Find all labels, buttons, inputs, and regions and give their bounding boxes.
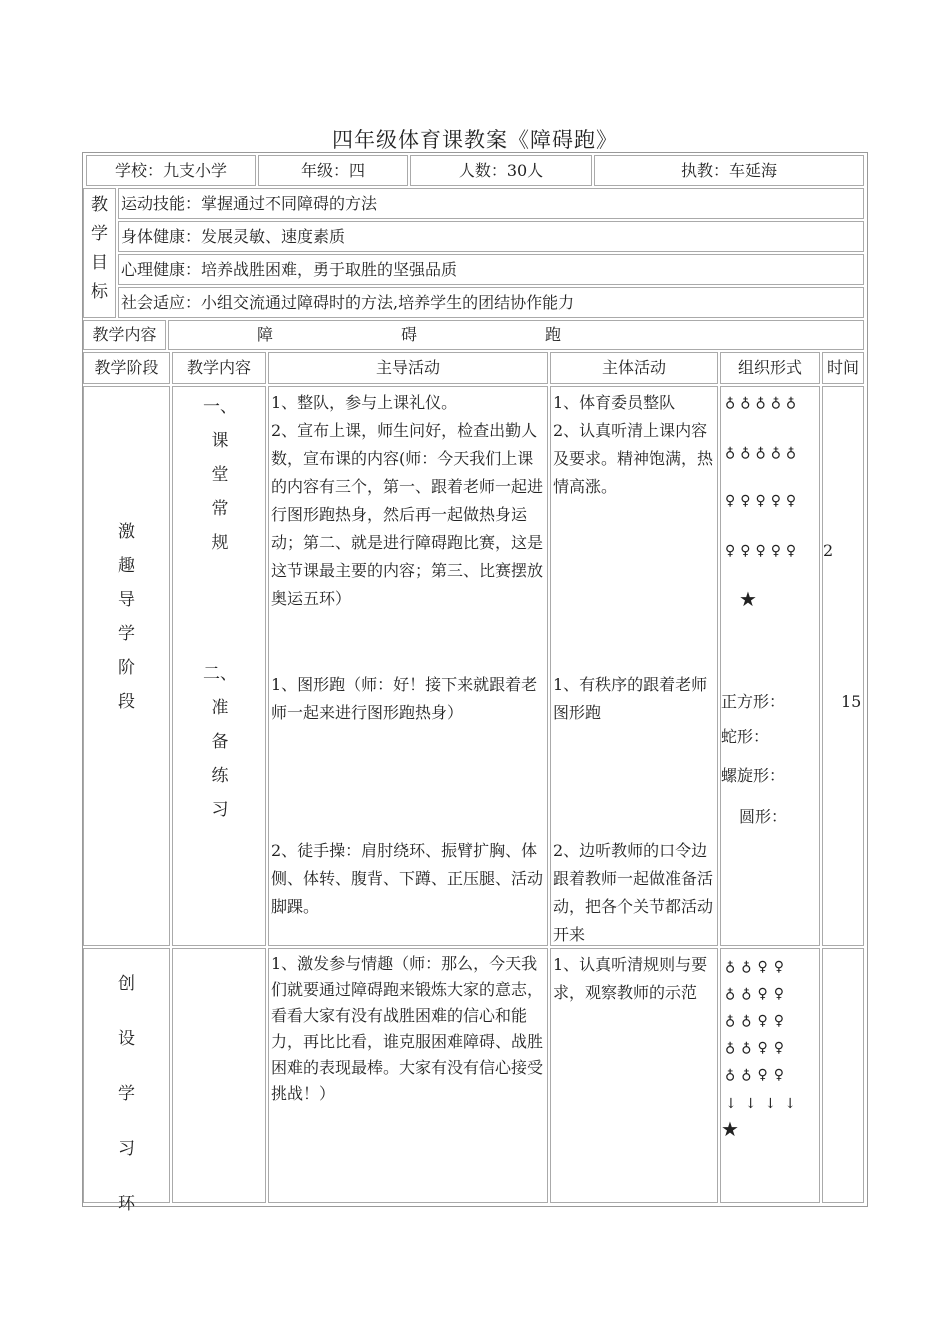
shape-square: 正方形： [721, 692, 786, 711]
shape-circle: 圆形： [739, 807, 788, 826]
main-activity-routine: 1、整队，参与上课礼仪。 2、宣布上课，师生问好，检查出勤人数，宣布课的内容(师：今天我们上课的内容有三个，第一、跟着老师一起进行图形跑热身，然后再一起做热身运动；第二、就是进行障碍跑比赛，这是这节课最主要的内容；第三、比赛摆放奥运五环） [271, 393, 544, 608]
stage-char: 环 [118, 1194, 135, 1214]
sub-activity-exercise: 2、边听教师的口令边跟着教师一起做准备活动，把各个关节都活动开来 [553, 841, 714, 944]
formation-row: ♁♁♁♁♁ [725, 445, 802, 461]
content-label: 教学内容 [83, 320, 166, 350]
stage-char: 趣 [118, 556, 135, 576]
main-activity-exercise: 2、徒手操：肩肘绕环、振臂扩胸、体侧、体转、腹背、下蹲、正压腿、活动脚踝。 [271, 841, 544, 916]
formation-row: ♁♁♀♀ [725, 1013, 790, 1029]
formation-row: ♀♀♀♀♀ [725, 493, 802, 509]
content-char-2: 碍 [401, 325, 418, 344]
teacher-star-icon: ★ [739, 587, 757, 611]
teacher-cell: 执教：车延海 [594, 155, 864, 186]
formation-row: ♁♁♀♀ [725, 1040, 790, 1056]
col-time: 时间 [822, 352, 864, 384]
time-cell-2 [822, 948, 864, 1203]
content-char: 练 [211, 766, 229, 786]
content-char: 常 [211, 499, 229, 519]
goals-label-char: 标 [91, 282, 108, 302]
sub-activity-2 [550, 948, 718, 1203]
stage-char: 导 [118, 590, 135, 610]
time-warmup: 15 [841, 692, 862, 711]
col-stage: 教学阶段 [83, 352, 170, 384]
stage-char: 阶 [118, 658, 135, 678]
content-char: 备 [211, 732, 229, 752]
main-activity-2 [268, 948, 548, 1203]
formation-row: ♀♀♀♀♀ [725, 543, 802, 559]
col-sub: 主体活动 [550, 352, 718, 384]
goals-label-char: 学 [91, 224, 108, 244]
stage-cell-1 [83, 386, 170, 946]
sub-activity-shape-run: 1、有秩序的跟着老师图形跑 [553, 675, 708, 722]
content-char: 一、 [203, 397, 237, 417]
goal-social: 社会适应：小组交流通过障碍时的方法,培养学生的团结协作能力 [118, 287, 864, 318]
content-char: 课 [211, 431, 229, 451]
stage-char: 学 [118, 624, 135, 644]
time-routine: 2 [823, 541, 834, 560]
stage-char: 学 [118, 1084, 135, 1104]
stage-char: 习 [118, 1139, 135, 1159]
content-char: 规 [211, 533, 229, 553]
stage-char: 创 [118, 974, 135, 994]
shape-spiral: 螺旋形： [721, 766, 786, 785]
formation-row: ♁♁♀♀ [725, 959, 790, 975]
content-char: 二、 [203, 664, 237, 684]
formation-row: ♁♁♀♀ [725, 986, 790, 1002]
goal-skill: 运动技能：掌握通过不同障碍的方法 [118, 188, 864, 219]
goals-label-char: 教 [91, 195, 108, 215]
col-content: 教学内容 [172, 352, 266, 384]
main-activity-1 [268, 386, 548, 946]
formation-row: ♁♁♁♁♁ [725, 395, 802, 411]
direction-arrows: ↓↓↓↓ [725, 1096, 804, 1112]
sub-activity-1 [550, 386, 718, 946]
col-main: 主导活动 [268, 352, 548, 384]
school-cell: 学校：九支小学 [86, 155, 256, 186]
content-char: 堂 [211, 465, 229, 485]
content-cell-1 [172, 386, 266, 946]
main-activity-motivate: 1、激发参与情趣（师：那么，今天我们就要通过障碍跑来锻炼大家的意志，看看大家有没有战胜困难的信心和能力，再比比看，谁克服困难障碍、战胜困难的表现最棒。大家有没有信心接受挑战！） [271, 954, 544, 1103]
content-cell-2 [172, 948, 266, 1203]
time-cell-1 [822, 386, 864, 946]
content-char-1: 障 [257, 325, 274, 344]
grade-cell: 年级：四 [258, 155, 408, 186]
goals-label-char: 目 [91, 253, 108, 273]
teacher-star-icon: ★ [721, 1117, 739, 1141]
goal-mental: 心理健康：培养战胜困难，勇于取胜的坚强品质 [118, 254, 864, 285]
content-char: 习 [211, 800, 229, 820]
page-title: 四年级体育课教案《障碍跑》 [332, 128, 618, 152]
stage-char: 段 [118, 692, 135, 712]
formation-row: ♁♁♀♀ [725, 1067, 790, 1083]
goals-label [83, 188, 116, 318]
stage-char: 激 [118, 522, 135, 542]
main-activity-shape-run: 1、图形跑（师：好！接下来就跟着老师一起来进行图形跑热身） [271, 675, 538, 722]
col-org: 组织形式 [720, 352, 820, 384]
sub-activity-listen: 1、认真听清规则与要求，观察教师的示范 [553, 955, 708, 1002]
sub-activity-routine: 1、体育委员整队 2、认真听清上课内容及要求。精神饱满，热情高涨。 [553, 393, 714, 496]
count-cell: 人数：30人 [410, 155, 592, 186]
stage-cell-2 [83, 948, 170, 1214]
content-char: 准 [211, 698, 229, 718]
content-value [168, 320, 864, 350]
shape-snake: 蛇形： [721, 727, 770, 746]
content-char-3: 跑 [545, 325, 562, 344]
org-cell-2 [720, 948, 820, 1203]
goal-health: 身体健康：发展灵敏、速度素质 [118, 221, 864, 252]
stage-char: 设 [118, 1029, 135, 1049]
org-cell-1 [720, 386, 820, 946]
